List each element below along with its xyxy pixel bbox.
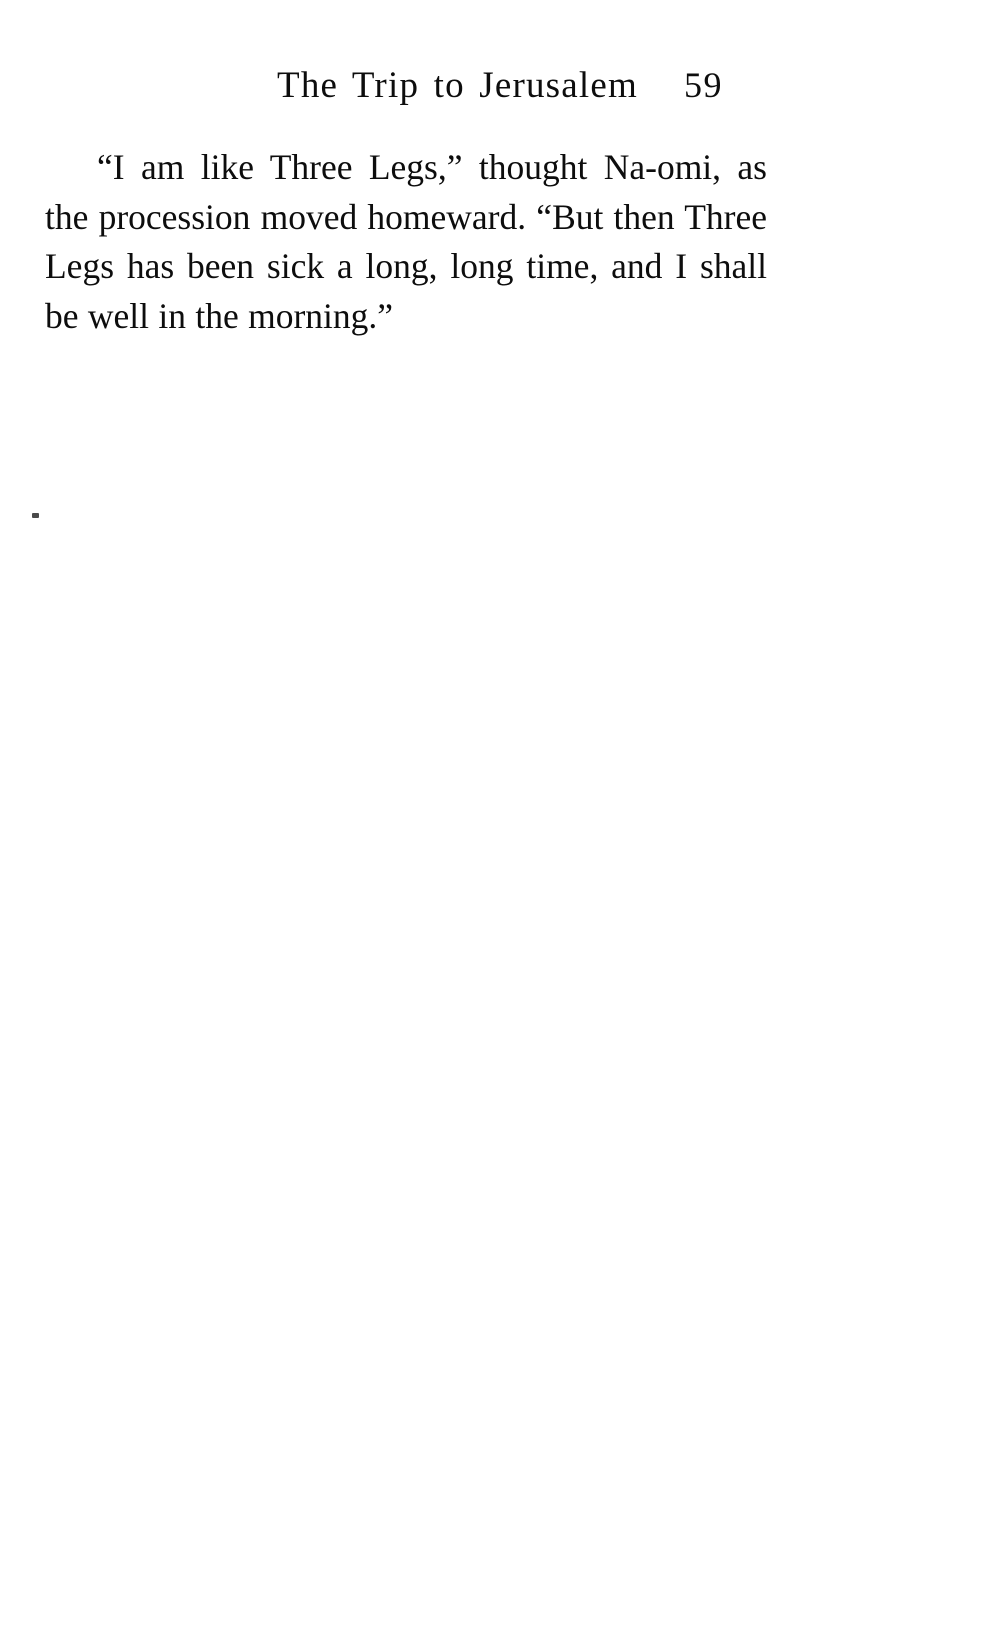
body-text	[45, 143, 767, 341]
paragraph: “I am like Three Legs,” thought Na‑omi, as the procession moved homeward. “But then Three Legs has been sick a long, long time, and I shall be well in the morning.”	[45, 147, 767, 336]
page-title: The Trip to Jerusalem	[277, 65, 638, 106]
running-head	[0, 64, 1000, 107]
page-number: 59	[683, 65, 723, 105]
stray-ink-mark	[32, 513, 39, 518]
